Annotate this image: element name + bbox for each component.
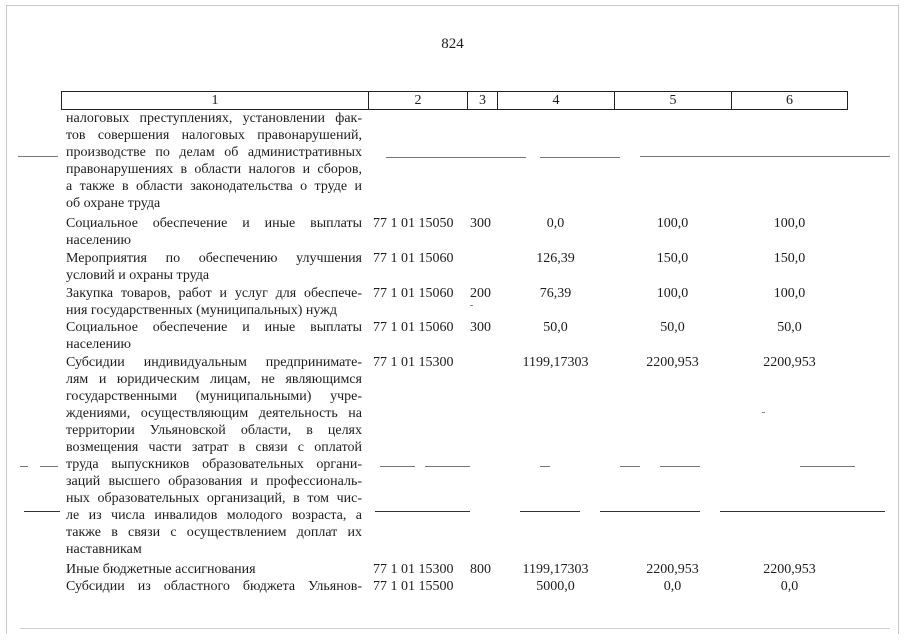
scan-artifact-line: [640, 156, 890, 157]
row-name-line: заций высшего образования и профессиональ-: [66, 474, 362, 489]
row-name-line: Иные бюджетные ассигнования: [66, 562, 256, 577]
row-value-6: 100,0: [773, 286, 806, 301]
row-name-line: Закупка товаров, работ и услуг для обеспече-: [66, 286, 362, 301]
row-name: [66, 319, 362, 353]
scan-artifact-line: [40, 466, 58, 467]
row-name-line: лям и юридическим лицам, не являющимся: [66, 372, 362, 387]
row-value-4: 1199,17303: [522, 355, 589, 370]
row-name-line: Социальное обеспечение и иные выплаты: [66, 320, 362, 335]
row-value-4: 5000,0: [536, 579, 575, 594]
row-value-6: 2200,953: [763, 355, 816, 370]
header-col-3: 3: [467, 92, 497, 109]
row-name-line: об охране труда: [66, 196, 161, 211]
row-name-line: а также в области законодательства о труде и: [66, 179, 362, 194]
row-name-line: населению: [66, 233, 131, 248]
row-name: [66, 578, 362, 595]
scan-artifact-line: [20, 628, 890, 629]
row-expense-type: 300: [470, 216, 491, 231]
row-name-line: населению: [66, 337, 131, 352]
row-code: 77 1 01 15500: [373, 579, 454, 594]
scan-artifact-speck: [470, 305, 473, 306]
scan-artifact-line: [20, 466, 28, 467]
row-value-5: 50,0: [660, 320, 685, 335]
scan-artifact-line: [660, 466, 700, 467]
row-code: 77 1 01 15300: [373, 355, 454, 370]
row-value-5: 100,0: [656, 216, 689, 231]
page-number: 824: [441, 36, 464, 52]
row-name-line: труда выпускников образовательных органи-: [66, 457, 362, 472]
row-name-line: Социальное обеспечение и иные выплаты: [66, 216, 362, 231]
header-col-4: 4: [497, 92, 614, 109]
scan-artifact-line: [520, 511, 580, 512]
row-code: 77 1 01 15060: [373, 320, 454, 335]
row-expense-type: 800: [470, 562, 491, 577]
row-value-6: 2200,953: [763, 562, 816, 577]
row-name-line: Субсидии из областного бюджета Ульянов-: [66, 579, 362, 594]
row-name: [66, 215, 362, 249]
header-col-6: 6: [731, 92, 847, 109]
row-name-line: ждениями, осуществляющим деятельность на: [66, 406, 362, 421]
header-col-2: 2: [368, 92, 467, 109]
scan-artifact-line: [425, 466, 470, 467]
scan-artifact-line: [800, 466, 855, 467]
row-name: [66, 354, 362, 558]
row-value-4: 76,39: [539, 286, 572, 301]
scan-artifact-line: [600, 511, 700, 512]
row-value-5: 100,0: [656, 286, 689, 301]
row-name-line: наставникам: [66, 542, 142, 557]
row-value-4: 0,0: [546, 216, 565, 231]
row-name: [66, 561, 362, 578]
row-expense-type: 300: [470, 320, 491, 335]
row-expense-type: 200: [470, 286, 491, 301]
row-name: [66, 110, 362, 212]
header-col-5: 5: [614, 92, 731, 109]
row-name-line: государственными (муниципальными) учре-: [66, 389, 362, 404]
row-code: 77 1 01 15060: [373, 286, 454, 301]
scan-artifact-line: [540, 466, 550, 467]
scan-artifact-line: [375, 511, 470, 512]
row-code: 77 1 01 15300: [373, 562, 454, 577]
scan-artifact-line: [18, 156, 58, 157]
row-name: [66, 285, 362, 319]
scan-artifact-line: [540, 157, 620, 158]
row-name-line: возмещения части затрат в связи с оплатой: [66, 440, 362, 455]
row-name-line: условий и охраны труда: [66, 268, 210, 283]
row-name-line: производстве по делам об административных: [66, 145, 362, 160]
row-value-6: 0,0: [780, 579, 799, 594]
row-name-line: Субсидии индивидуальным предпринимате-: [66, 355, 362, 370]
row-value-4: 126,39: [536, 251, 575, 266]
row-value-5: 2200,953: [646, 562, 699, 577]
row-value-5: 150,0: [656, 251, 689, 266]
scan-artifact-speck: [762, 412, 765, 413]
row-name-line: тов совершения налоговых правонарушений,: [66, 128, 362, 143]
row-name-line: правонарушениях в области налогов и сборов,: [66, 162, 362, 177]
row-value-6: 100,0: [773, 216, 806, 231]
row-name-line: ных образовательных организаций, в том чис-: [66, 491, 362, 506]
row-name-line: также в связи с осуществлением доплат их: [66, 525, 362, 540]
row-value-4: 1199,17303: [522, 562, 589, 577]
scan-artifact-line: [620, 466, 640, 467]
row-name: [66, 250, 362, 284]
row-value-4: 50,0: [543, 320, 568, 335]
table-header: [61, 91, 848, 110]
scan-artifact-line: [380, 466, 415, 467]
row-code: 77 1 01 15060: [373, 251, 454, 266]
row-name-line: налоговых преступлениях, установлении фак-: [66, 111, 362, 126]
row-name-line: ле из числа инвалидов молодого возраста, а: [66, 508, 362, 523]
row-value-5: 0,0: [663, 579, 682, 594]
row-value-6: 50,0: [777, 320, 802, 335]
row-code: 77 1 01 15050: [373, 216, 454, 231]
scan-artifact-line: [386, 157, 526, 158]
row-value-6: 150,0: [773, 251, 806, 266]
row-name-line: ния государственных (муниципальных) нужд: [66, 303, 337, 318]
scan-artifact-line: [720, 511, 885, 512]
row-name-line: территории Ульяновской области, в целях: [66, 423, 362, 438]
scan-artifact-line: [24, 511, 60, 512]
row-value-5: 2200,953: [646, 355, 699, 370]
row-name-line: Мероприятия по обеспечению улучшения: [66, 251, 362, 266]
header-col-1: 1: [211, 93, 219, 108]
